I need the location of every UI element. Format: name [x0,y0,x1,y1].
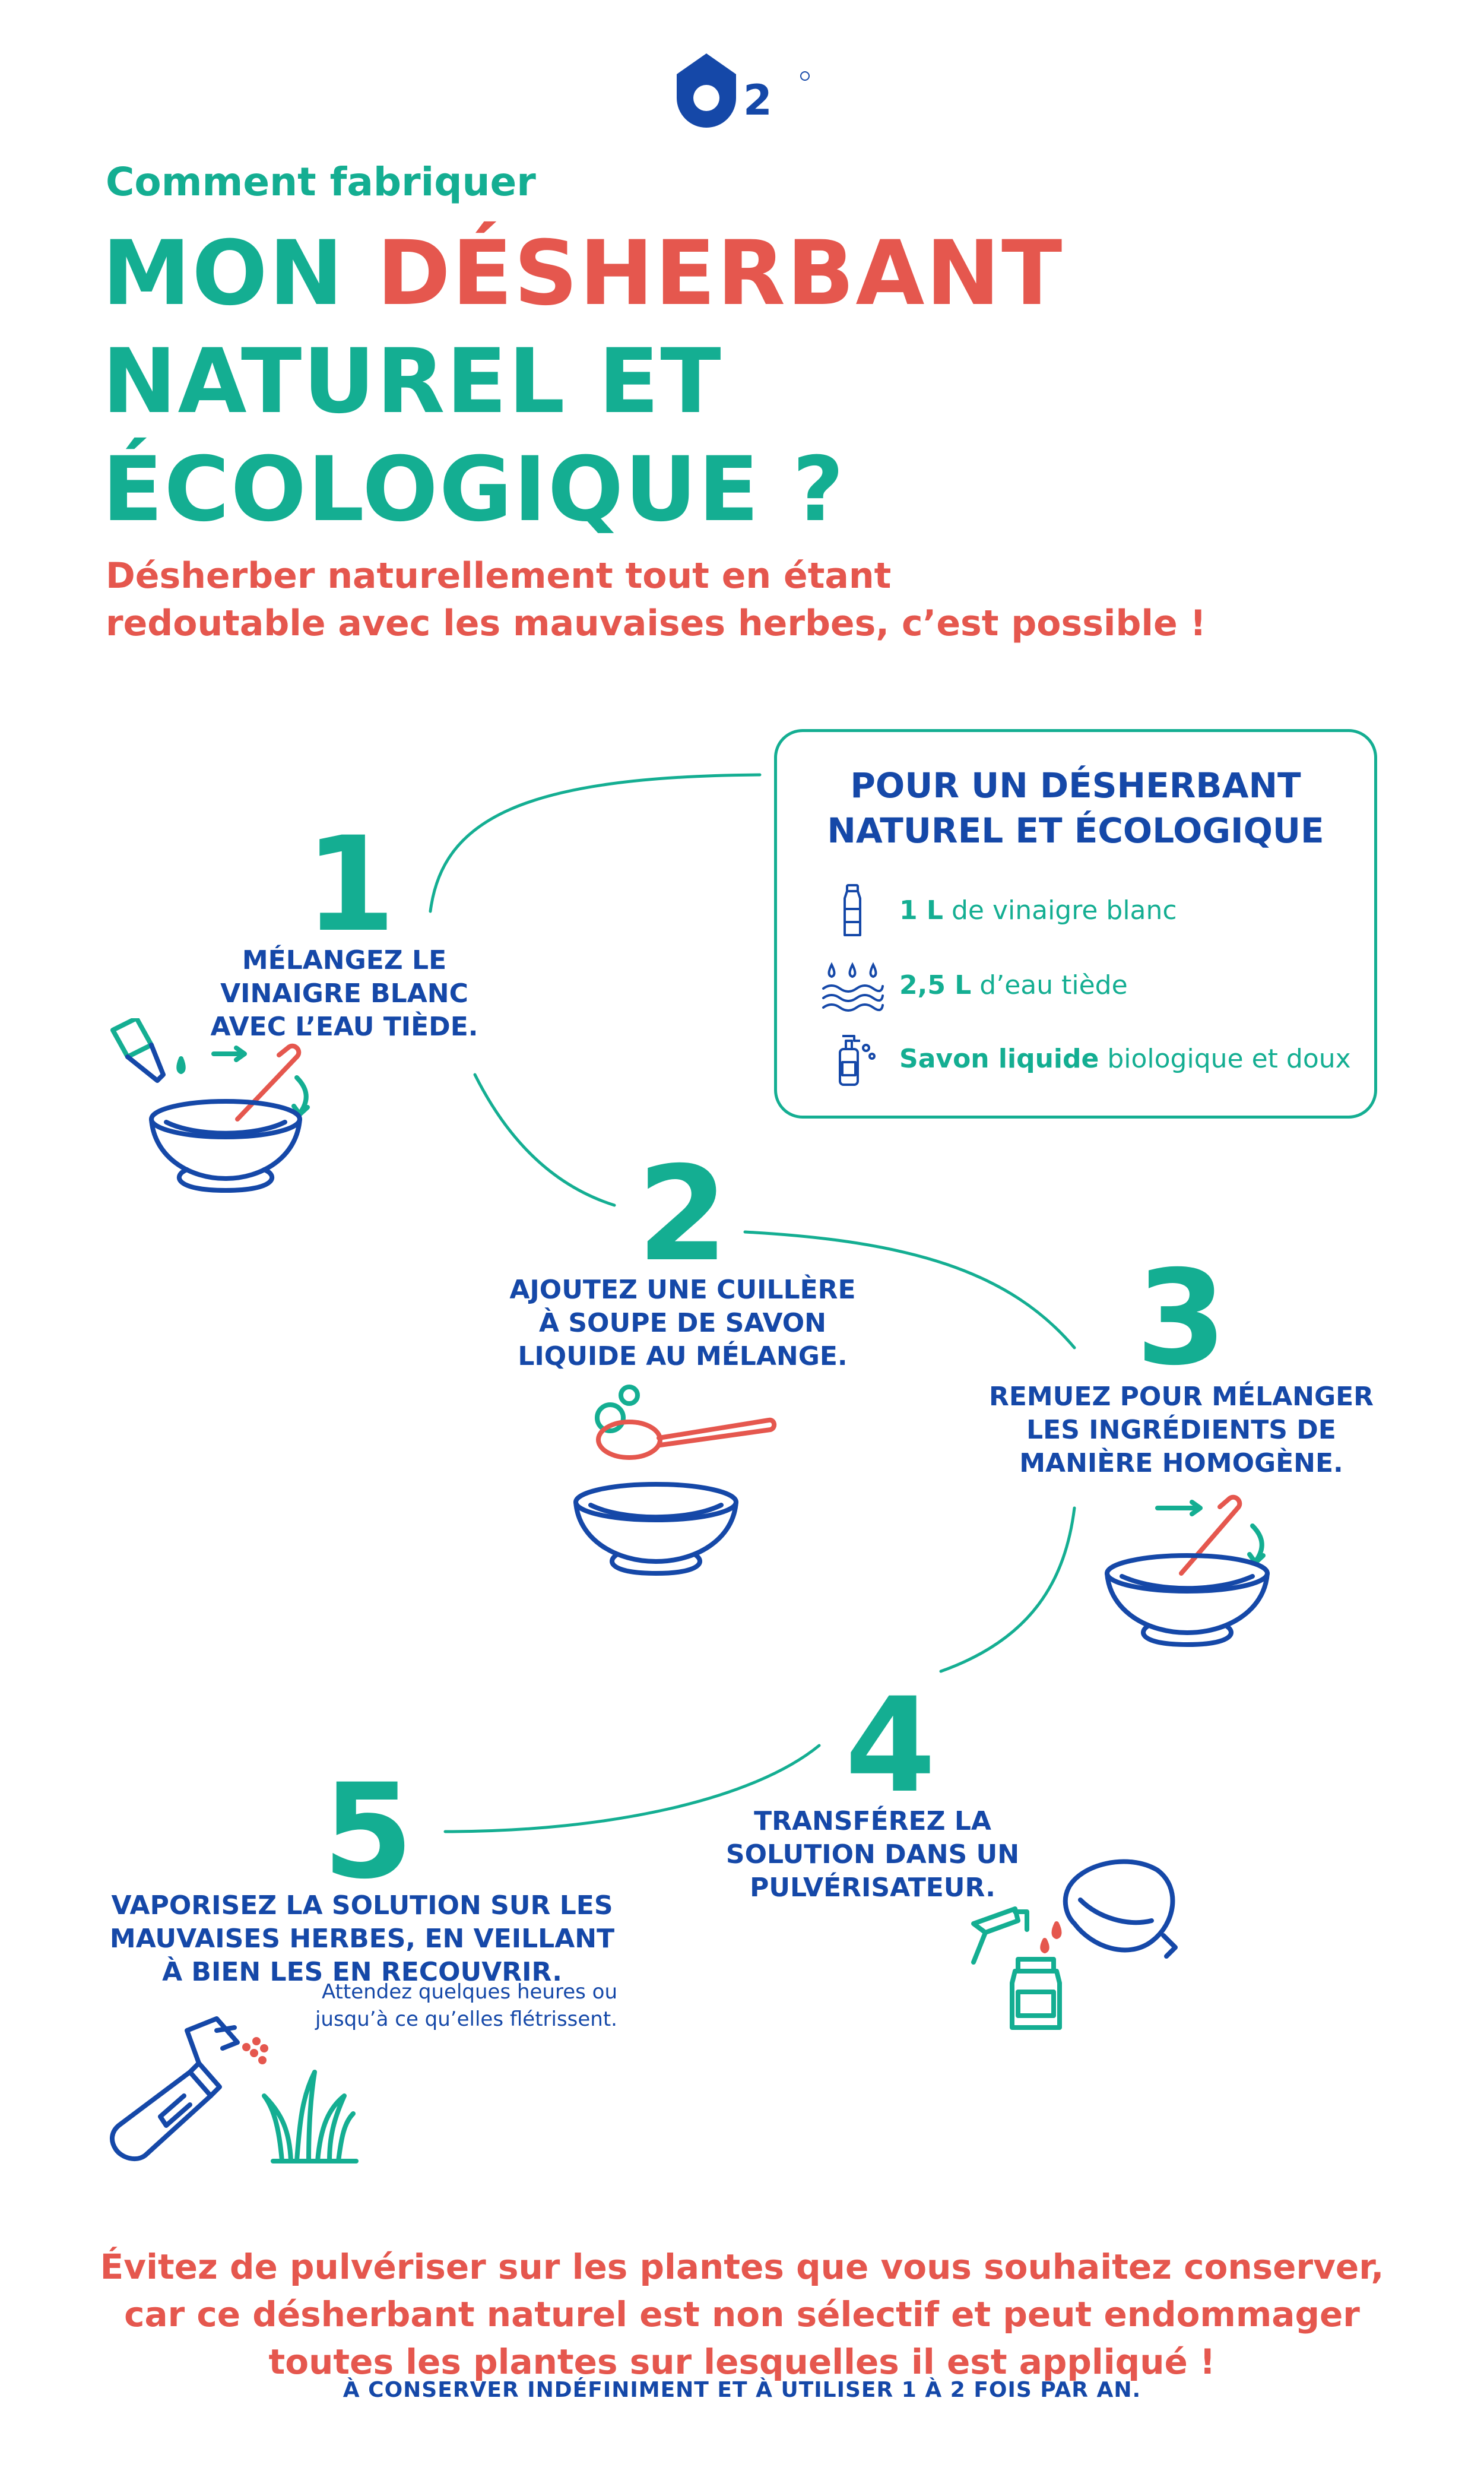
warning-line-1: Évitez de pulvériser sur les plantes que vous souhaitez conserver, [100,2247,1384,2287]
step-1-line-1: MÉLANGEZ LE [242,945,447,975]
ingredient-water-text: d’eau tiède [971,970,1128,1000]
step-5-line-2: MAUVAISES HERBES, EN VEILLANT [109,1924,615,1954]
ingredients-title [777,763,1374,853]
step-1-line-3: AVEC L’EAU TIÈDE. [210,1012,478,1042]
step-2-line-3: LIQUIDE AU MÉLANGE. [518,1341,848,1371]
ingredient-vinegar-qty: 1 L [899,895,943,926]
water-icon [820,955,885,1015]
ingredients-card [774,729,1377,1119]
step-4-line-2: SOLUTION DANS UN [725,1839,1020,1870]
bottle-icon [820,880,885,940]
step-5-note-line-2: jusqu’à ce qu’elles flétrissent. [315,2007,617,2031]
step-4-line-1: TRANSFÉREZ LA [754,1806,991,1836]
spray-weeds-icon [101,2007,374,2167]
footer-note: À CONSERVER INDÉFINIMENT ET À UTILISER 1 À 2 FOIS PAR AN. [343,2378,1141,2402]
intro-text: Comment fabriquer [106,159,536,205]
ingredient-water [820,955,1128,1015]
ingredient-soap-text: biologique et doux [1099,1043,1351,1074]
step-5-line-1: VAPORISEZ LA SOLUTION SUR LES [111,1890,613,1921]
step-2-number: 2 [637,1138,728,1290]
ingredient-vinegar-text: de vinaigre blanc [943,895,1177,926]
ingredient-water-qty: 2,5 L [899,970,972,1000]
spoon-bowl-icon [558,1383,784,1579]
step-5-number: 5 [322,1756,414,1908]
ingredients-title-line-2: NATUREL ET ÉCOLOGIQUE [827,810,1324,851]
brand-logo [671,42,813,137]
page-title [102,220,1063,544]
step-1-line-2: VINAIGRE BLANC [220,978,468,1009]
transfer-to-sprayer-icon [962,1852,1193,2036]
ingredient-vinegar [820,880,1177,940]
ingredient-soap [820,1029,1351,1088]
ingredient-soap-qty: Savon liquide [899,1043,1099,1074]
step-5-line-3: À BIEN LES EN RECOUVRIR. [162,1957,562,1987]
step-4-number: 4 [845,1670,936,1822]
logo-subscript: 2 [743,76,772,125]
subtitle [106,552,1293,647]
subtitle-line-2: redoutable avec les mauvaises herbes, c’est possible ! [106,603,1206,644]
step-3-text [962,1380,1401,1480]
step-5-note-line-1: Attendez quelques heures ou [321,1980,617,2004]
step-1-number: 1 [305,809,396,961]
step-2-line-2: À SOUPE DE SAVON [539,1308,826,1338]
step-5-text [95,1889,629,1989]
step-3-number: 3 [1136,1242,1227,1394]
soap-dispenser-icon [820,1029,885,1088]
warning-line-2: car ce désherbant naturel est non sélectif et peut endommager [124,2294,1360,2334]
title-part-mon: MON [102,222,377,325]
title-part-desherbant: DÉSHERBANT [376,222,1064,325]
warning-text [0,2243,1484,2386]
title-line-3: ÉCOLOGIQUE ? [102,438,845,541]
step-2-text [463,1274,902,1373]
title-line-2: NATUREL ET [102,330,722,433]
step-3-line-1: REMUEZ POUR MÉLANGER [988,1382,1374,1412]
stirring-bowl-icon [1092,1490,1288,1656]
warning-line-3: toutes les plantes sur lesquelles il est appliqué ! [268,2342,1216,2382]
mixing-bowl-icon [107,1018,356,1208]
step-2-line-1: AJOUTEZ UNE CUILLÈRE [509,1275,856,1305]
subtitle-line-1: Désherber naturellement tout en étant [106,555,892,597]
step-3-line-2: LES INGRÉDIENTS DE [1026,1415,1336,1445]
ingredients-title-line-1: POUR UN DÉSHERBANT [850,765,1301,806]
step-4-line-3: PULVÉRISATEUR. [750,1873,995,1903]
step-3-line-3: MANIÈRE HOMOGÈNE. [1019,1448,1343,1478]
